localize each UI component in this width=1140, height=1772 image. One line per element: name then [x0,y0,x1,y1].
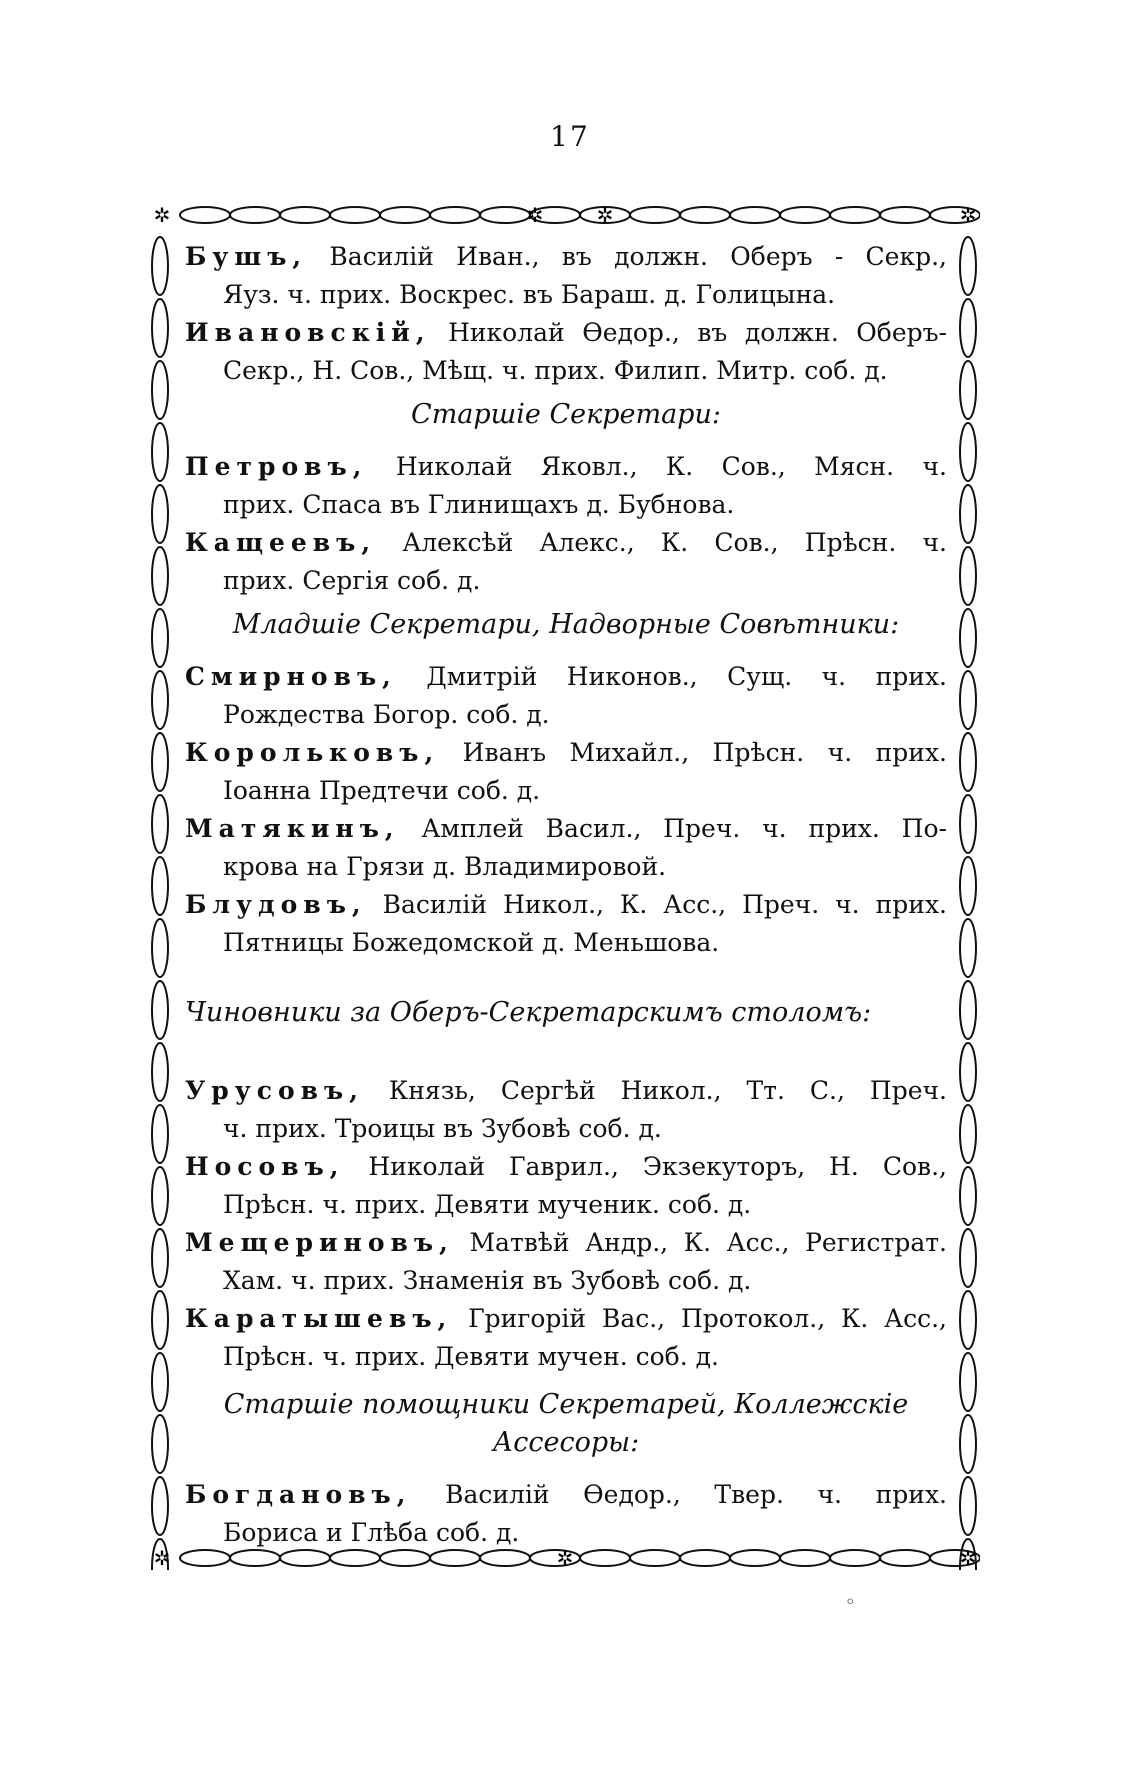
border-link [960,981,976,1039]
heading-senior-secretaries: Старшіе Секретари: [411,399,721,430]
entry-urusov [185,1072,947,1148]
border-link [960,361,976,419]
border-link [152,919,168,977]
border-star: ✲ [556,1546,574,1570]
entry-continuation: Прѣсн. ч. прих. Девяти мученик. соб. д. [223,1190,752,1219]
border-link [152,981,168,1039]
entry-details: Василій Иван., въ должн. Оберъ - Секр., [329,242,947,271]
entry-details: Матвѣй Андр., К. Асс., Регистрат. [469,1228,948,1257]
border-link [330,1550,380,1566]
border-link [960,795,976,853]
border-link [960,1477,976,1535]
border-link [960,919,976,977]
entry-karatyshev [185,1300,947,1376]
border-link [730,207,780,223]
border-link [152,423,168,481]
border-link [430,207,480,223]
border-link [152,1105,168,1163]
border-link [380,207,430,223]
border-link [960,1415,976,1473]
border-link [152,795,168,853]
border-link [960,857,976,915]
border-link [960,1353,976,1411]
border-link [152,1229,168,1287]
heading-senior-assistants: Старшіе помощники Секретарей, Коллежскіе [223,1389,909,1420]
border-link [180,207,230,223]
border-link [280,207,330,223]
border-link [960,237,976,295]
border-link [780,1550,830,1566]
border-link [960,1291,976,1349]
entry-surname: Ивановскій, [185,318,431,347]
entry-details: Николай Ѳедор., въ должн. Оберъ- [448,318,948,347]
entry-continuation: Пятницы Божедомской д. Меньшова. [223,928,720,957]
entry-surname: Кащеевъ, [185,528,377,557]
entry-petrov [185,448,947,524]
border-link [152,1291,168,1349]
border-link [630,1550,680,1566]
entry-surname: Носовъ, [185,1152,345,1181]
border-link [960,299,976,357]
entry-surname: Мещериновъ, [185,1228,454,1257]
heading-officials: Чиновники за Оберъ-Секретарскимъ столомъ: [185,997,872,1028]
entry-details: Василій Ѳедор., Твер. ч. прих. [445,1480,947,1509]
border-link [730,1550,780,1566]
entry-surname: Каратышевъ, [185,1304,453,1333]
border-star: ✲ [526,205,544,227]
border-link [280,1550,330,1566]
entry-continuation: Прѣсн. ч. прих. Девяти мучен. соб. д. [223,1342,719,1371]
entry-meshcherinov [185,1224,947,1300]
border-link [380,1550,430,1566]
entry-surname: Петровъ, [185,452,368,481]
border-link [680,207,730,223]
entry-continuation: прих. Сергія соб. д. [223,566,481,595]
border-link [152,1477,168,1535]
border-link [152,1415,168,1473]
border-link [960,1043,976,1101]
border-link [152,1043,168,1101]
border-link [152,733,168,791]
border-link [230,207,280,223]
border-link [960,733,976,791]
border-link [960,671,976,729]
border-link [960,423,976,481]
entry-surname: Корольковъ, [185,738,440,767]
entry-continuation: Рождества Богор. соб. д. [223,700,550,729]
entry-continuation: Бориса и Глѣба соб. д. [223,1518,520,1547]
border-link [960,1167,976,1225]
page-number: 17 [550,120,590,153]
border-star: ✲ [596,205,614,227]
entry-details: Николай Гаврил., Экзекуторъ, Н. Сов., [368,1152,947,1181]
entry-details: Иванъ Михайл., Прѣсн. ч. прих. [462,738,947,767]
border-link [152,1353,168,1411]
border-link [630,207,680,223]
entry-continuation: ч. прих. Троицы въ Зубовѣ соб. д. [223,1114,662,1143]
border-link [330,207,380,223]
entry-surname: Матякинъ, [185,814,400,843]
entry-surname: Бушъ, [185,242,308,271]
border-link [152,299,168,357]
border-link [430,1550,480,1566]
border-link [780,207,830,223]
entry-surname: Богдановъ, [185,1480,412,1509]
border-link [830,207,880,223]
border-link [152,609,168,667]
border-link [152,671,168,729]
entry-continuation: Хам. ч. прих. Знаменія въ Зубовѣ соб. д. [223,1266,752,1295]
border-link [960,547,976,605]
entry-ivanovsky [185,314,947,390]
border-link [152,1167,168,1225]
border-link [152,361,168,419]
entry-bogdanov [185,1476,947,1552]
border-star: ✲ [153,205,171,227]
border-link [880,1550,930,1566]
entry-surname: Смирновъ, [185,662,397,691]
entry-continuation: прих. Спаса въ Глинищахъ д. Бубнова. [223,490,735,519]
border-link [960,609,976,667]
entry-kashcheev [185,524,947,600]
bottom-mark: ◦ [845,1592,856,1613]
border-link [960,485,976,543]
heading-senior-assistants-cont: Ассесоры: [492,1427,640,1458]
entry-details: Григорій Вас., Протокол., К. Асс., [468,1304,947,1333]
border-link [960,1105,976,1163]
entry-details: Князь, Сергѣй Никол., Тт. С., Преч. [388,1076,947,1105]
border-link [960,1229,976,1287]
border-link [152,485,168,543]
entry-continuation: крова на Грязи д. Владимировой. [223,852,667,881]
entry-details: Алексѣй Алекс., К. Сов., Прѣсн. ч. [402,528,948,557]
entry-korolkov [185,734,947,810]
entry-details: Амплей Васил., Преч. ч. прих. По- [421,814,947,843]
border-link [680,1550,730,1566]
border-link [152,547,168,605]
entry-matyakin [185,810,947,886]
border-star: ✲ [959,1546,977,1570]
entry-continuation: Секр., Н. Сов., Мѣщ. ч. прих. Филип. Митр. соб. д. [223,356,888,385]
border-link [830,1550,880,1566]
entry-surname: Урусовъ, [185,1076,364,1105]
border-star: ✲ [959,205,977,227]
border-link [480,207,530,223]
border-link [152,857,168,915]
border-link [580,1550,630,1566]
border-star: ✲ [153,1546,171,1570]
entry-bludov [185,886,947,962]
entry-details: Николай Яковл., К. Сов., Мясн. ч. [395,452,947,481]
border-link [230,1550,280,1566]
heading-junior-secretaries: Младшіе Секретари, Надворные Совѣтники: [232,609,900,640]
entry-bush [185,238,947,314]
page-content [185,238,947,1552]
border-link [480,1550,530,1566]
entry-continuation: Яуз. ч. прих. Воскрес. въ Бараш. д. Голицына. [223,280,836,309]
entry-nosov [185,1148,947,1224]
entry-surname: Блудовъ, [185,890,367,919]
entry-details: Василій Никол., К. Асс., Преч. ч. прих. [382,890,947,919]
entry-continuation: Іоанна Предтечи соб. д. [223,776,541,805]
entry-smirnov [185,658,947,734]
border-link [180,1550,230,1566]
border-link [152,237,168,295]
entry-details: Дмитрій Никонов., Сущ. ч. прих. [426,662,947,691]
border-link [880,207,930,223]
